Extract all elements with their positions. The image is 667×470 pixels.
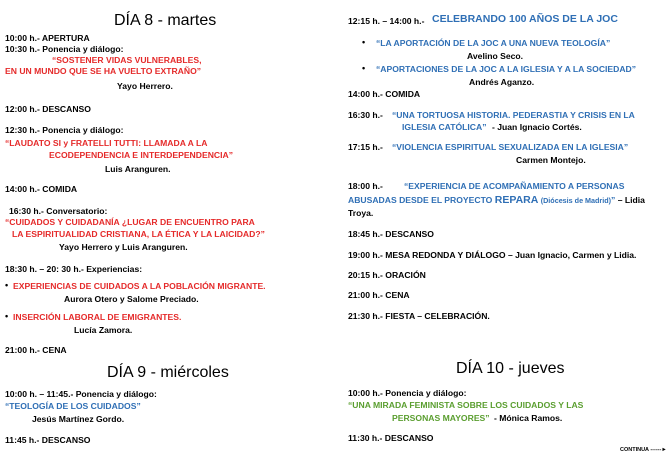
event-time: 17:15 h.-	[348, 142, 383, 152]
event-time: 18:30 h. – 20: 30 h.- Experiencias:	[5, 264, 143, 274]
event-time: 16:30 h.-	[348, 110, 383, 120]
event-time: 16:30 h.- Conversatorio:	[9, 206, 108, 216]
speaker: Aurora Otero y Salome Preciado.	[64, 294, 199, 304]
event-comida: 14:00 h.- COMIDA	[5, 184, 78, 194]
event-time: 10:00 h.- Ponencia y diálogo:	[348, 388, 467, 398]
speaker: Avelino Seco.	[467, 51, 524, 61]
speaker: Lucía Zamora.	[74, 325, 133, 335]
talk-title: IGLESIA CATÓLICA”	[402, 122, 487, 132]
talk-title: EN UN MUNDO QUE SE HA VUELTO EXTRAÑO”	[5, 66, 202, 76]
event-fiesta: 21:30 h.- FIESTA – CELEBRACIÓN.	[348, 311, 490, 321]
speaker: - Mónica Ramos.	[494, 413, 563, 423]
speaker: Yayo Herrero y Luis Aranguren.	[59, 242, 188, 252]
event-comida: 14:00 h.- COMIDA	[348, 89, 421, 99]
event-time: 10:00 h. – 11:45.- Ponencia y diálogo:	[5, 389, 157, 399]
talk-title-part: ABUSADAS DESDE EL PROYECTO	[348, 195, 493, 205]
speaker: Jesús Martínez Gordo.	[32, 414, 125, 424]
talk-title: “UNA MIRADA FEMINISTA SOBRE LOS CUIDADOS Y LAS	[348, 400, 584, 410]
continue-link[interactable]: CONTINUA ------►	[620, 447, 667, 453]
talk-title: “EXPERIENCIA DE ACOMPAÑAMIENTO A PERSONAS	[404, 181, 625, 191]
talk-title: “SOSTENER VIDAS VULNERABLES,	[52, 55, 202, 65]
celebration-title: CELEBRANDO 100 AÑOS DE LA JOC	[432, 13, 618, 25]
day9-heading: DÍA 9 - miércoles	[107, 364, 229, 381]
event-descanso: 18:45 h.- DESCANSO	[348, 229, 434, 239]
event-descanso: 11:30 h.- DESCANSO	[348, 433, 434, 443]
speaker: Carmen Montejo.	[516, 155, 586, 165]
speaker: Andrés Aganzo.	[469, 77, 535, 87]
talk-title: “VIOLENCIA ESPIRITUAL SEXUALIZADA EN LA IGLESIA”	[392, 142, 629, 152]
day8-heading: DÍA 8 - martes	[114, 12, 217, 29]
talk-title: “TEOLOGÍA DE LOS CUIDADOS”	[5, 401, 141, 411]
event-time: 12:30 h.- Ponencia y diálogo:	[5, 125, 124, 135]
event-cena: 21:00 h.- CENA	[5, 345, 67, 355]
bullet-icon: •	[5, 280, 9, 290]
bullet-icon: •	[5, 311, 9, 321]
talk-title: “APORTACIONES DE LA JOC A LA IGLESIA Y A LA SOCIEDAD”	[376, 64, 637, 74]
project-name: REPARA	[494, 194, 539, 206]
talk-title: LA ESPIRITUALIDAD CRISTIANA, LA ÉTICA Y LA LAICIDAD?”	[12, 229, 265, 239]
event-mesa-redonda: 19:00 h.- MESA REDONDA Y DIÁLOGO – Juan Ignacio, Carmen y Lidia.	[348, 250, 637, 260]
event-descanso: 11:45 h.- DESCANSO	[5, 435, 91, 445]
talk-title: “LA APORTACIÓN DE LA JOC A UNA NUEVA TEOLOGÍA”	[376, 38, 611, 48]
talk-title: “UNA TORTUOSA HISTORIA. PEDERASTIA Y CRISIS EN LA	[392, 110, 635, 120]
quote-mark: ”	[611, 195, 616, 205]
speaker: Troya.	[348, 208, 374, 218]
event-apertura: 10:00 h.- APERTURA	[5, 33, 90, 43]
experience-title: INSERCIÓN LABORAL DE EMIGRANTES.	[13, 312, 182, 322]
experience-title: EXPERIENCIAS DE CUIDADOS A LA POBLACIÓN MIGRANTE.	[13, 281, 266, 291]
event-time: 18:00 h.-	[348, 181, 383, 191]
talk-title: “CUIDADOS Y CUIDADANÍA ¿LUGAR DE ENCUENTRO PARA	[5, 217, 255, 227]
event-oracion: 20:15 h.- ORACIÓN	[348, 270, 426, 280]
bullet-icon: •	[362, 37, 366, 47]
talk-title: “LAUDATO SI y FRATELLI TUTTI: LLAMADA A LA	[5, 138, 208, 148]
day10-heading: DÍA 10 - jueves	[456, 360, 565, 377]
speaker: Yayo Herrero.	[117, 81, 173, 91]
talk-title	[348, 195, 645, 206]
diocese-note: (Diócesis de Madrid)	[540, 196, 612, 205]
speaker: Luis Aranguren.	[105, 164, 171, 174]
speaker: – Lidia	[617, 195, 645, 205]
event-time: 12:15 h. – 14:00 h.-	[348, 16, 425, 26]
event-time: 10:30 h.- Ponencia y diálogo:	[5, 44, 124, 54]
talk-title: ECODEPENDENCIA E INTERDEPENDENCIA”	[49, 150, 233, 160]
talk-title: PERSONAS MAYORES”	[392, 413, 490, 423]
bullet-icon: •	[362, 63, 366, 73]
event-cena: 21:00 h.- CENA	[348, 290, 410, 300]
event-descanso: 12:00 h.- DESCANSO	[5, 104, 91, 114]
speaker: - Juan Ignacio Cortés.	[492, 122, 582, 132]
